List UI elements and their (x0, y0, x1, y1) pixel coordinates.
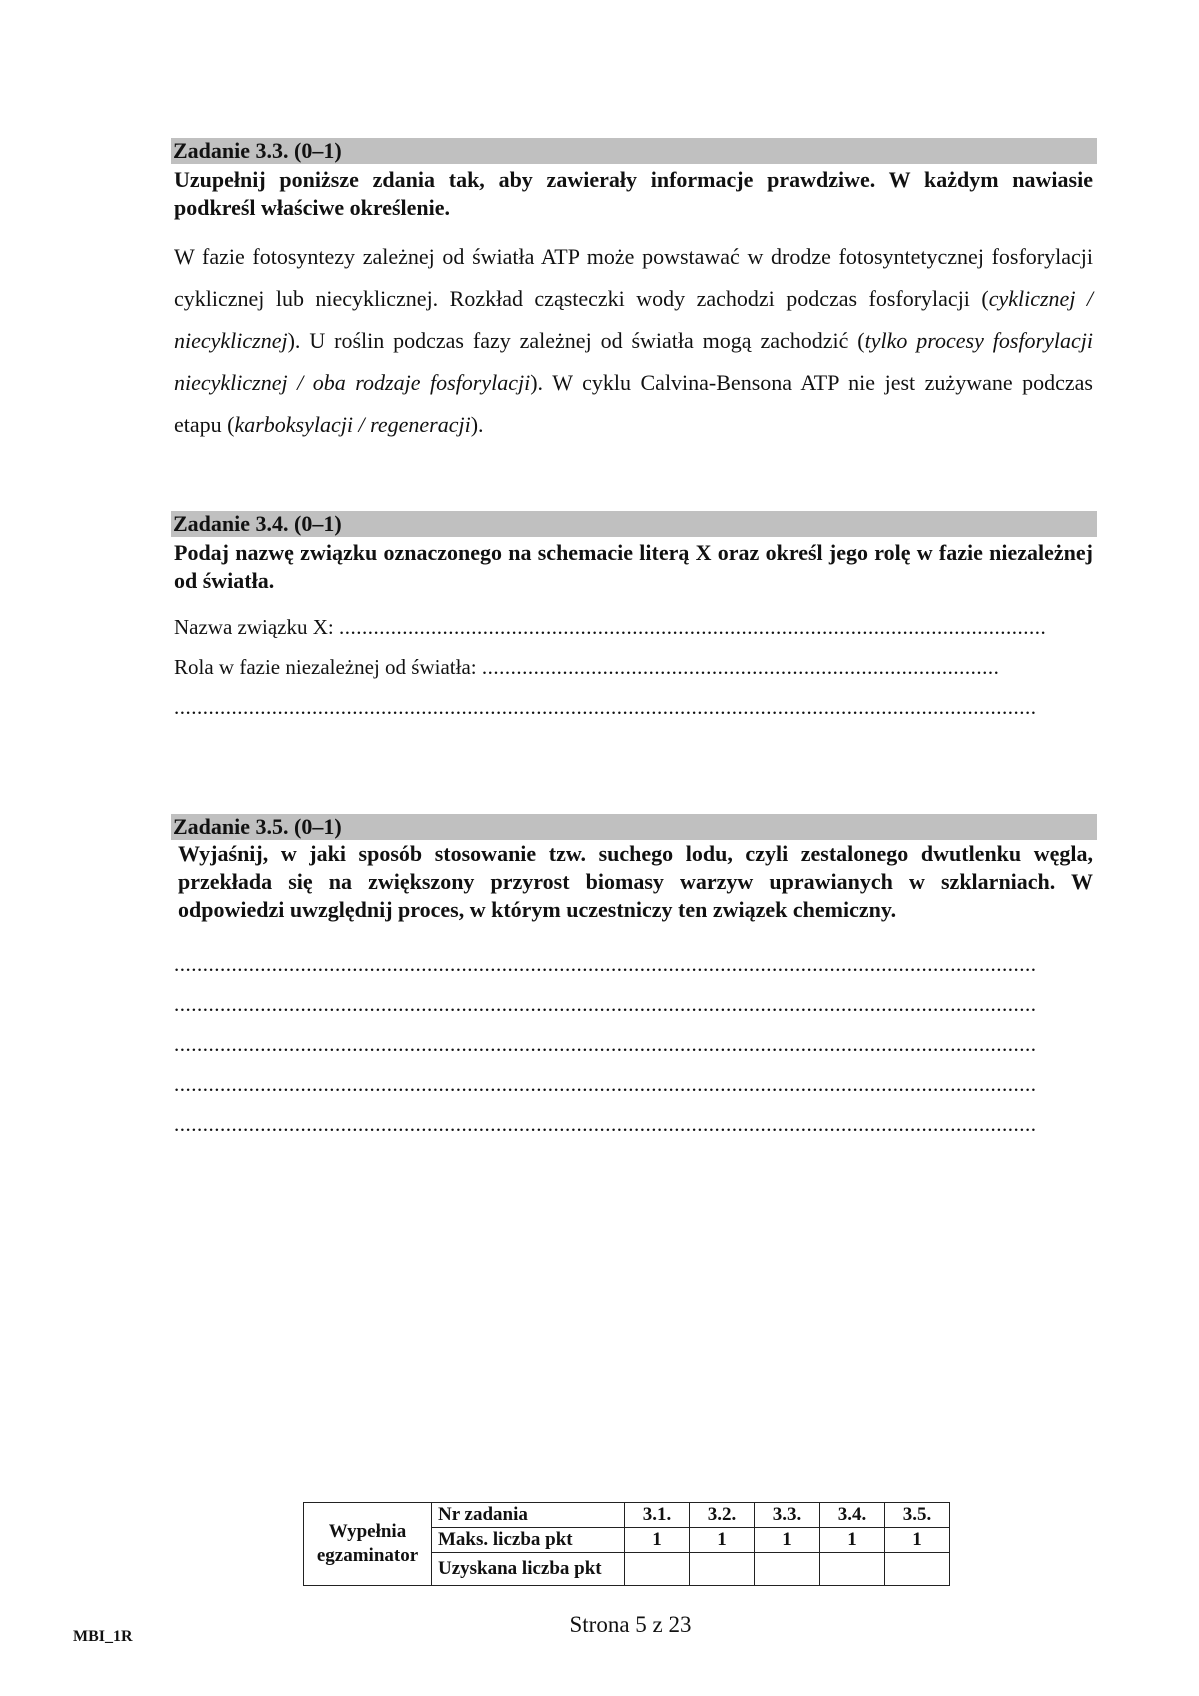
obtained-points-cell[interactable] (885, 1553, 950, 1586)
task-instruction: Wyjaśnij, w jaki sposób stosowanie tzw. suchego lodu, czyli zestalonego dwutlenku węgla, przekłada się na zwiększony przyrost biomasy warzyw uprawianych w szklarniach. W odpowiedzi uwzględnij proces, w którym uczestniczy ten związek chemiczny. (178, 841, 1093, 922)
answer-line-name[interactable] (171, 607, 1097, 647)
answer-line[interactable]: ...................................................................................................................................................... (174, 992, 1037, 1016)
answer-dots: ........................................................................................................................... (339, 615, 1047, 639)
exam-code: MBI_1R (73, 1628, 133, 1645)
answer-line[interactable]: ...................................................................................................................................................... (174, 1032, 1037, 1056)
examiner-label-line: egzaminator (316, 1545, 419, 1566)
answer-label: Nazwa związku X: (174, 615, 340, 639)
task-number-cell: 3.1. (625, 1503, 690, 1528)
answer-line-blank[interactable]: ...................................................................................................................................................... (174, 695, 1037, 719)
task-number-cell: 3.3. (755, 1503, 820, 1528)
answer-line[interactable]: ...................................................................................................................................................... (174, 1072, 1037, 1096)
row-label-task-number: Nr zadania (432, 1503, 625, 1528)
answer-label: Rola w fazie niezależnej od światła: (174, 655, 482, 679)
obtained-points-cell[interactable] (625, 1553, 690, 1586)
answer-line[interactable]: ...................................................................................................................................................... (174, 952, 1037, 976)
task-body-text (171, 236, 1097, 446)
obtained-points-cell[interactable] (755, 1553, 820, 1586)
text-segment: W fazie fotosyntezy zależnej od światła ATP może powstawać w drodze fotosyntetycznej fosforylacji cyklicznej lub niecyklicznej. Rozkład cząsteczki wody zachodzi podczas fosforylacji ( (174, 244, 1093, 311)
text-segment: ). (470, 412, 484, 437)
obtained-points-cell[interactable] (690, 1553, 755, 1586)
task-3-4 (171, 511, 1097, 727)
answer-dots: .......................................................................................... (481, 655, 1000, 679)
examiner-label (304, 1503, 432, 1586)
text-segment: ). W cyklu Calvina-Bensona ATP nie jest zużywane podczas etapu ( (174, 370, 1093, 437)
task-header: Zadanie 3.4. (0–1) (171, 511, 1097, 537)
task-3-3 (171, 138, 1097, 446)
task-number-cell: 3.5. (885, 1503, 950, 1528)
examiner-score-table (303, 1502, 950, 1586)
answer-line-role[interactable] (171, 647, 1097, 687)
option-choice-1[interactable]: cyklicznej / niecyklicznej (174, 286, 1093, 353)
task-3-5 (171, 814, 1097, 1144)
examiner-label-line: Wypełnia (328, 1521, 407, 1542)
max-points-cell: 1 (820, 1528, 885, 1553)
obtained-points-cell[interactable] (820, 1553, 885, 1586)
max-points-cell: 1 (690, 1528, 755, 1553)
text-segment: ). U roślin podczas fazy zależnej od światła mogą zachodzić ( (287, 328, 865, 353)
page-number: Strona 5 z 23 (569, 1612, 692, 1637)
option-choice-2[interactable]: tylko procesy fosforylacji niecyklicznej / oba rodzaje fosforylacji (174, 328, 1093, 395)
task-header: Zadanie 3.5. (0–1) (171, 814, 1097, 840)
answer-line[interactable]: ...................................................................................................................................................... (174, 1112, 1037, 1136)
row-label-max-points: Maks. liczba pkt (432, 1528, 625, 1553)
task-instruction: Uzupełnij poniższe zdania tak, aby zawierały informacje prawdziwe. W każdym nawiasie podkreśl właściwe określenie. (174, 167, 1093, 220)
task-number-cell: 3.2. (690, 1503, 755, 1528)
max-points-cell: 1 (885, 1528, 950, 1553)
max-points-cell: 1 (625, 1528, 690, 1553)
row-label-obtained-points: Uzyskana liczba pkt (432, 1553, 625, 1586)
task-header: Zadanie 3.3. (0–1) (171, 138, 1097, 164)
task-instruction: Podaj nazwę związku oznaczonego na schemacie literą X oraz określ jego rolę w fazie niezależnej od światła. (174, 540, 1093, 593)
option-choice-3[interactable]: karboksylacji / regeneracji (234, 412, 471, 437)
task-number-cell: 3.4. (820, 1503, 885, 1528)
max-points-cell: 1 (755, 1528, 820, 1553)
